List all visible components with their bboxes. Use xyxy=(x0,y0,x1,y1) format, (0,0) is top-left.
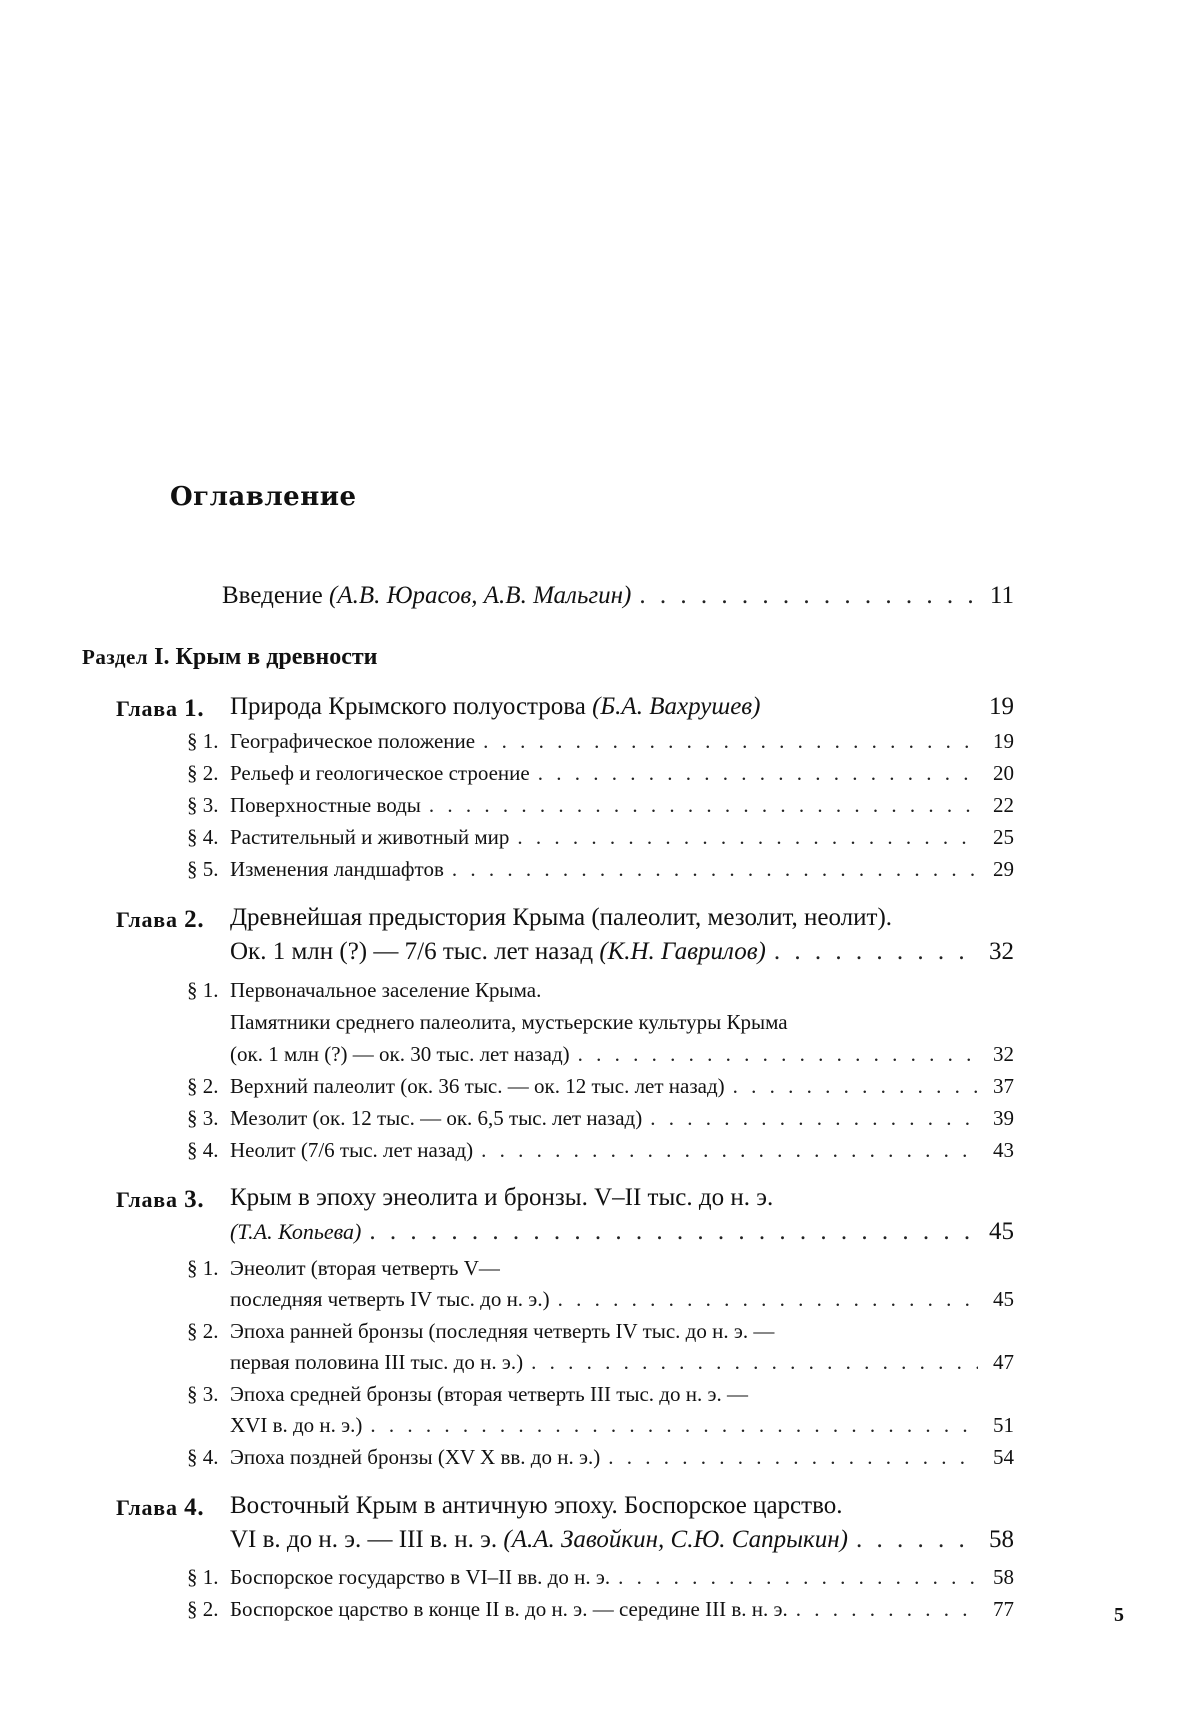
leader-dots xyxy=(538,761,978,786)
toc-paragraph xyxy=(187,793,1014,818)
leader-dots xyxy=(369,1218,978,1246)
toc-paragraph-continued xyxy=(230,1413,1014,1438)
toc-entry-intro xyxy=(222,582,1014,610)
page-number: 51 xyxy=(993,1413,1014,1437)
toc-paragraph xyxy=(187,1319,1014,1344)
paragraph-title: Поверхностные воды xyxy=(230,793,421,817)
toc-chapter-2 xyxy=(230,938,1014,966)
paragraph-title: Энеолит (вторая четверть V— xyxy=(230,1256,500,1280)
chapter-title-continued: VI в. до н. э. — III в. н. э. xyxy=(230,1526,498,1553)
leader-dots xyxy=(558,1287,978,1312)
paragraph-title: XVI в. до н. э.) xyxy=(230,1413,363,1437)
paragraph-symbol: § 4. xyxy=(187,825,219,849)
page-number: 43 xyxy=(993,1138,1014,1162)
paragraph-symbol: § 1. xyxy=(187,978,219,1002)
paragraph-symbol: § 1. xyxy=(187,1256,219,1280)
chapter-number: 3. xyxy=(184,1186,205,1213)
chapter-word: Глава xyxy=(116,1187,178,1212)
chapter-number: 1. xyxy=(184,695,205,722)
toc-chapter-4-title xyxy=(230,1492,1014,1520)
toc-chapter-1 xyxy=(230,693,1014,721)
page-number: 58 xyxy=(989,1526,1014,1553)
toc-chapter-3 xyxy=(230,1218,1014,1246)
leader-dots xyxy=(618,1565,978,1590)
paragraph-title: Мезолит (ок. 12 тыс. — ок. 6,5 тыс. лет назад) xyxy=(230,1106,643,1130)
leader-dots xyxy=(429,793,978,818)
leader-dots xyxy=(481,1138,978,1163)
page-number: 25 xyxy=(993,825,1014,849)
paragraph-symbol: § 3. xyxy=(187,1382,219,1406)
page-folio: 5 xyxy=(1114,1604,1124,1626)
toc-paragraph xyxy=(187,1382,1014,1407)
toc-heading: Оглавление xyxy=(170,482,357,512)
section-heading xyxy=(82,644,377,671)
page-number: 22 xyxy=(993,793,1014,817)
chapter-label xyxy=(116,695,204,723)
toc-chapter-3-title xyxy=(230,1184,1014,1212)
section-prefix: Раздел xyxy=(82,645,149,669)
toc-paragraph xyxy=(187,729,1014,754)
paragraph-title: Первоначальное заселение Крыма. xyxy=(230,978,542,1002)
toc-paragraph xyxy=(187,857,1014,882)
leader-dots xyxy=(531,1350,978,1375)
toc-paragraph xyxy=(187,1445,1014,1470)
paragraph-title: Неолит (7/6 тыс. лет назад) xyxy=(230,1138,474,1162)
chapter-number: 2. xyxy=(184,906,205,933)
entry-title: Введение xyxy=(222,582,323,609)
toc-paragraph xyxy=(187,1565,1014,1590)
paragraph-title: (ок. 1 млн (?) — ок. 30 тыс. лет назад) xyxy=(230,1042,570,1066)
paragraph-title: Изменения ландшафтов xyxy=(230,857,444,881)
leader-dots xyxy=(452,857,978,882)
paragraph-title: Растительный и животный мир xyxy=(230,825,510,849)
page-number: 29 xyxy=(993,857,1014,881)
leader-dots xyxy=(774,938,978,966)
chapter-authors: (Б.А. Вахрушев) xyxy=(592,693,761,720)
page-number: 20 xyxy=(993,761,1014,785)
paragraph-symbol: § 2. xyxy=(187,1074,219,1098)
toc-paragraph-continued xyxy=(230,1350,1014,1375)
chapter-title: Природа Крымского полуострова xyxy=(230,693,586,720)
paragraph-symbol: § 2. xyxy=(187,1319,219,1343)
page-number: 19 xyxy=(993,729,1014,753)
leader-dots xyxy=(796,1597,978,1622)
leader-dots xyxy=(578,1042,978,1067)
entry-authors: (А.В. Юрасов, А.В. Мальгин) xyxy=(329,582,632,609)
leader-dots xyxy=(483,729,978,754)
chapter-title: Восточный Крым в античную эпоху. Боспорское царство. xyxy=(230,1492,843,1519)
toc-paragraph xyxy=(187,1074,1014,1099)
toc-paragraph xyxy=(187,978,1014,1003)
toc-paragraph xyxy=(187,1597,1014,1622)
paragraph-title: Боспорское государство в VI–II вв. до н. э. xyxy=(230,1565,611,1589)
paragraph-title: последняя четверть IV тыс. до н. э.) xyxy=(230,1287,550,1311)
paragraph-title: первая половина III тыс. до н. э.) xyxy=(230,1350,524,1374)
page-number: 77 xyxy=(993,1597,1014,1621)
paragraph-title: Эпоха средней бронзы (вторая четверть III тыс. до н. э. — xyxy=(230,1382,748,1406)
chapter-authors: (К.Н. Гаврилов) xyxy=(599,938,766,965)
section-number: I. xyxy=(154,644,170,670)
leader-dots xyxy=(856,1526,978,1554)
page-number: 45 xyxy=(993,1287,1014,1311)
leader-dots xyxy=(608,1445,978,1470)
page-number: 11 xyxy=(989,582,1014,609)
paragraph-symbol: § 2. xyxy=(187,1597,219,1621)
paragraph-title: Эпоха ранней бронзы (последняя четверть IV тыс. до н. э. — xyxy=(230,1319,775,1343)
page-number: 32 xyxy=(993,1042,1014,1066)
page-number: 45 xyxy=(989,1218,1014,1245)
section-title: Крым в древности xyxy=(175,644,378,670)
chapter-title: Крым в эпоху энеолита и бронзы. V–II тыс. до н. э. xyxy=(230,1184,774,1211)
leader-dots xyxy=(639,582,978,610)
toc-paragraph xyxy=(187,825,1014,850)
chapter-word: Глава xyxy=(116,907,178,932)
toc-paragraph xyxy=(187,1256,1014,1281)
paragraph-symbol: § 5. xyxy=(187,857,219,881)
toc-paragraph xyxy=(187,1138,1014,1163)
toc-chapter-4 xyxy=(230,1526,1014,1554)
leader-dots xyxy=(733,1074,978,1099)
page-number: 54 xyxy=(993,1445,1014,1469)
toc-paragraph xyxy=(187,1106,1014,1131)
paragraph-symbol: § 1. xyxy=(187,729,219,753)
paragraph-title: Памятники среднего палеолита, мустьерские культуры Крыма xyxy=(230,1010,788,1034)
page-number: 58 xyxy=(993,1565,1014,1589)
leader-dots xyxy=(650,1106,978,1131)
chapter-title-continued: Ок. 1 млн (?) — 7/6 тыс. лет назад xyxy=(230,938,594,965)
paragraph-title: Боспорское царство в конце II в. до н. э. — середине III в. н. э. xyxy=(230,1597,788,1621)
paragraph-symbol: § 4. xyxy=(187,1445,219,1469)
chapter-authors: (Т.А. Копьева) xyxy=(230,1219,362,1244)
toc-paragraph xyxy=(187,761,1014,786)
paragraph-symbol: § 1. xyxy=(187,1565,219,1589)
toc-paragraph-continued xyxy=(230,1042,1014,1067)
paragraph-symbol: § 2. xyxy=(187,761,219,785)
paragraph-symbol: § 3. xyxy=(187,793,219,817)
paragraph-title: Верхний палеолит (ок. 36 тыс. — ок. 12 тыс. лет назад) xyxy=(230,1074,725,1098)
page-number: 32 xyxy=(989,938,1014,965)
chapter-word: Глава xyxy=(116,696,178,721)
chapter-label xyxy=(116,1494,204,1522)
leader-dots xyxy=(517,825,978,850)
chapter-authors: (А.А. Завойкин, С.Ю. Сапрыкин) xyxy=(503,1526,848,1553)
toc-paragraph-continued xyxy=(230,1287,1014,1312)
toc-paragraph-continued xyxy=(230,1010,1014,1035)
paragraph-symbol: § 4. xyxy=(187,1138,219,1162)
chapter-title: Древнейшая предыстория Крыма (палеолит, мезолит, неолит). xyxy=(230,904,893,931)
chapter-word: Глава xyxy=(116,1495,178,1520)
page-number: 47 xyxy=(993,1350,1014,1374)
page-number: 19 xyxy=(989,693,1014,720)
paragraph-title: Эпоха поздней бронзы (XV X вв. до н. э.) xyxy=(230,1445,601,1469)
toc-chapter-2-title xyxy=(230,904,1014,932)
page-number: 39 xyxy=(993,1106,1014,1130)
paragraph-symbol: § 3. xyxy=(187,1106,219,1130)
chapter-label xyxy=(116,1186,204,1214)
leader-dots xyxy=(370,1413,978,1438)
chapter-number: 4. xyxy=(184,1494,205,1521)
page-number: 37 xyxy=(993,1074,1014,1098)
chapter-label xyxy=(116,906,204,934)
paragraph-title: Географическое положение xyxy=(230,729,476,753)
paragraph-title: Рельеф и геологическое строение xyxy=(230,761,530,785)
